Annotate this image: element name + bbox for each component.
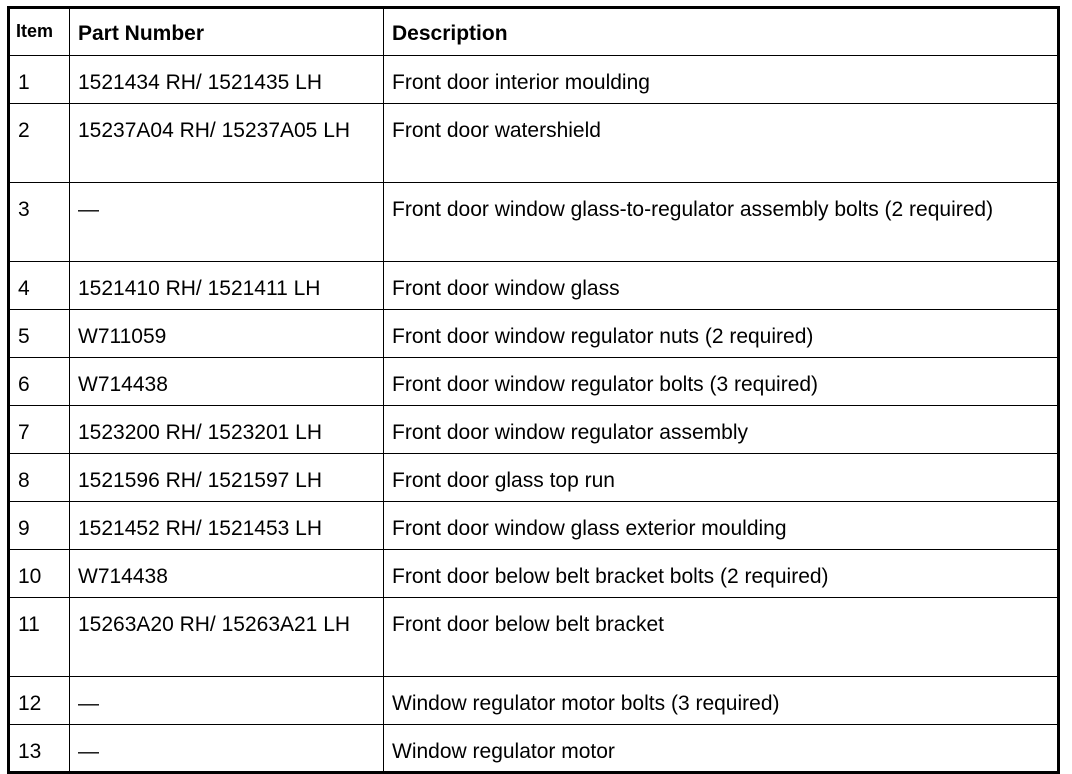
part-number-cell: 1521410 RH/ 1521411 LH xyxy=(70,262,384,310)
part-number-cell: W714438 xyxy=(70,358,384,406)
item-cell: 13 xyxy=(9,725,70,773)
part-number-cell: 15263A20 RH/ 15263A21 LH xyxy=(70,598,384,677)
description-cell: Front door window glass xyxy=(384,262,1059,310)
item-cell: 8 xyxy=(9,454,70,502)
description-cell: Front door below belt bracket bolts (2 required) xyxy=(384,550,1059,598)
part-number-cell: W714438 xyxy=(70,550,384,598)
table-row xyxy=(9,550,1059,598)
table-row xyxy=(9,598,1059,677)
table-row xyxy=(9,358,1059,406)
item-cell: 10 xyxy=(9,550,70,598)
table-row xyxy=(9,725,1059,773)
item-cell: 2 xyxy=(9,104,70,183)
item-cell: 7 xyxy=(9,406,70,454)
description-cell: Window regulator motor bolts (3 required) xyxy=(384,677,1059,725)
description-cell: Window regulator motor xyxy=(384,725,1059,773)
part-number-cell: — xyxy=(70,677,384,725)
item-cell: 9 xyxy=(9,502,70,550)
description-cell: Front door window glass-to-regulator assembly bolts (2 required) xyxy=(384,183,1059,262)
description-cell: Front door glass top run xyxy=(384,454,1059,502)
header-item: Item xyxy=(9,8,70,56)
part-number-cell: 1523200 RH/ 1523201 LH xyxy=(70,406,384,454)
description-cell: Front door below belt bracket xyxy=(384,598,1059,677)
table-row xyxy=(9,502,1059,550)
item-cell: 6 xyxy=(9,358,70,406)
part-number-cell: — xyxy=(70,183,384,262)
item-cell: 4 xyxy=(9,262,70,310)
item-cell: 1 xyxy=(9,56,70,104)
table-row xyxy=(9,677,1059,725)
table-row xyxy=(9,104,1059,183)
description-cell: Front door interior moulding xyxy=(384,56,1059,104)
table-row xyxy=(9,310,1059,358)
description-cell: Front door window regulator bolts (3 required) xyxy=(384,358,1059,406)
part-number-cell: 1521434 RH/ 1521435 LH xyxy=(70,56,384,104)
table-row xyxy=(9,56,1059,104)
part-number-cell: 1521452 RH/ 1521453 LH xyxy=(70,502,384,550)
part-number-cell: 15237A04 RH/ 15237A05 LH xyxy=(70,104,384,183)
table-body xyxy=(9,56,1059,773)
header-row xyxy=(9,8,1059,56)
table-row xyxy=(9,406,1059,454)
table-row xyxy=(9,454,1059,502)
header-part-number: Part Number xyxy=(70,8,384,56)
item-cell: 3 xyxy=(9,183,70,262)
table-header xyxy=(9,8,1059,56)
part-number-cell: — xyxy=(70,725,384,773)
description-cell: Front door watershield xyxy=(384,104,1059,183)
description-cell: Front door window regulator assembly xyxy=(384,406,1059,454)
table-row xyxy=(9,262,1059,310)
part-number-cell: 1521596 RH/ 1521597 LH xyxy=(70,454,384,502)
part-number-cell: W711059 xyxy=(70,310,384,358)
description-cell: Front door window regulator nuts (2 required) xyxy=(384,310,1059,358)
description-cell: Front door window glass exterior moulding xyxy=(384,502,1059,550)
item-cell: 11 xyxy=(9,598,70,677)
header-description: Description xyxy=(384,8,1059,56)
item-cell: 12 xyxy=(9,677,70,725)
table-row xyxy=(9,183,1059,262)
item-cell: 5 xyxy=(9,310,70,358)
parts-table xyxy=(7,6,1060,774)
